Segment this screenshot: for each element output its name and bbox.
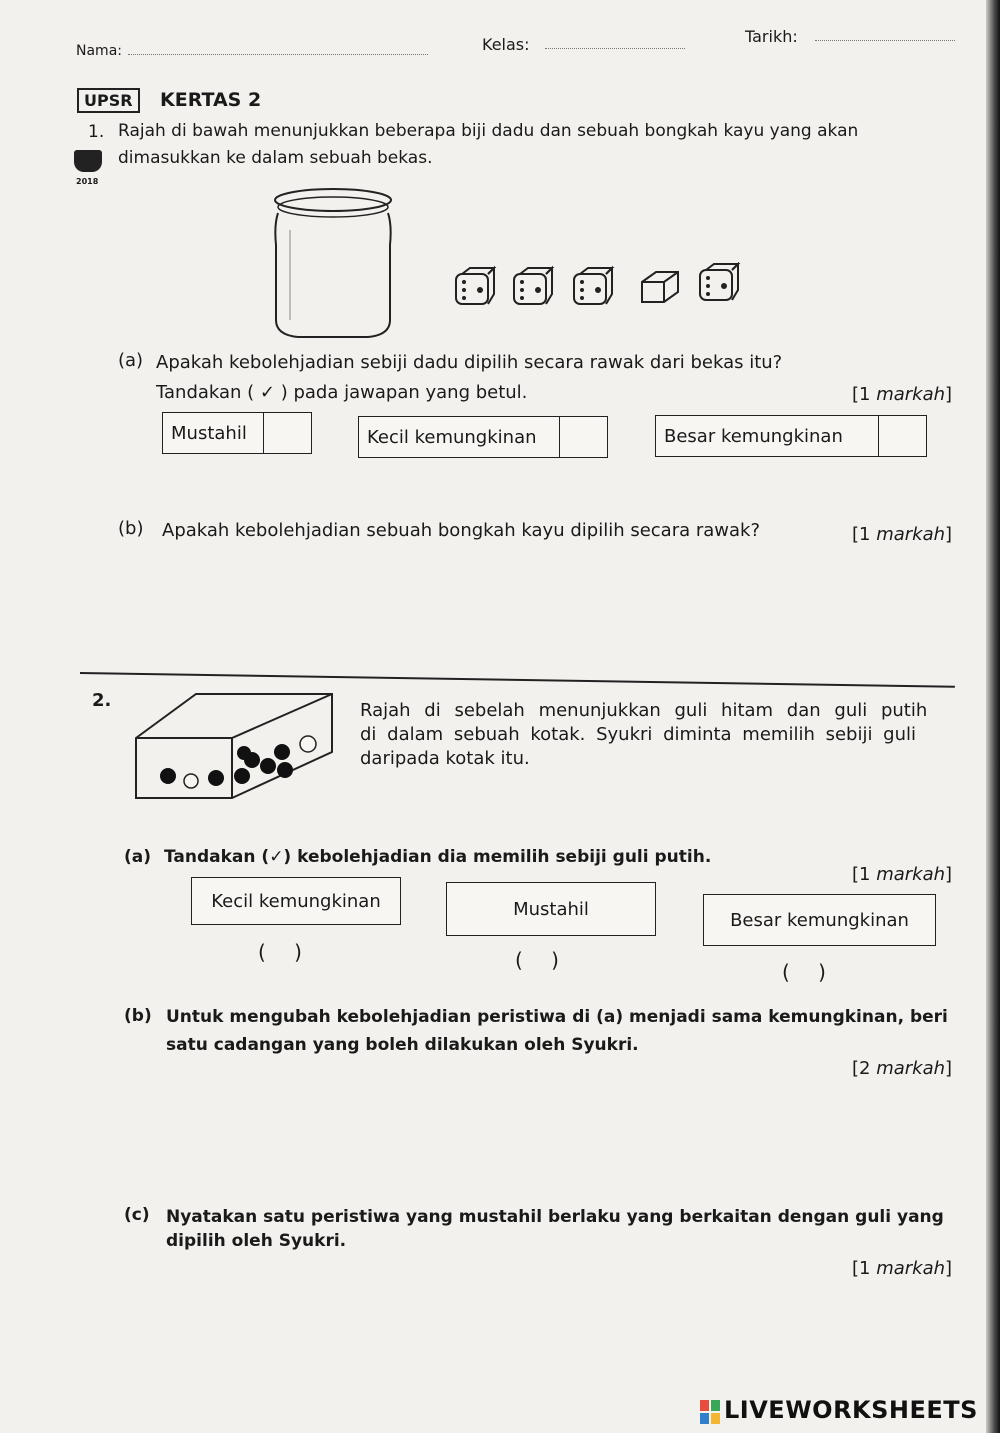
wood-block-icon (642, 272, 678, 302)
q1-stem-line1: Rajah di bawah menunjukkan beberapa biji dadu dan sebuah bongkah kayu yang akan (118, 121, 859, 141)
q2-desc-line3: daripada kotak itu. (360, 748, 530, 769)
liveworksheets-logo-icon (700, 1400, 720, 1424)
q2a-option-besar[interactable]: Besar kemungkinan (703, 894, 936, 946)
q2c-marks: [1 markah] (852, 1258, 953, 1279)
q2b-answer-area[interactable] (160, 1085, 950, 1185)
dice-row (452, 262, 752, 312)
q2b-label: (b) (124, 1006, 152, 1026)
q2b-line2: satu cadangan yang boleh dilakukan oleh Syukri. (166, 1035, 639, 1055)
page-edge-shadow (986, 0, 1000, 1433)
white-marble (184, 774, 198, 788)
black-marble (237, 746, 251, 760)
black-marble (260, 758, 276, 774)
year-tag-icon (74, 150, 102, 172)
q1b-label: (b) (118, 518, 144, 539)
q1a-checkbox-2[interactable] (559, 417, 607, 457)
q2a-marks: [1 markah] (852, 864, 953, 885)
die-icon (574, 268, 612, 304)
die-icon (456, 268, 494, 304)
year-tag: 2018 (76, 177, 99, 186)
q1b-text: Apakah kebolehjadian sebuah bongkah kayu dipilih secara rawak? (162, 520, 761, 541)
q1a-option-kecil[interactable]: Kecil kemungkinan (358, 416, 608, 458)
q2b-line1: Untuk mengubah kebolehjadian peristiwa di (a) menjadi sama kemungkinan, beri (166, 1007, 948, 1027)
nama-label: Nama: (76, 43, 122, 59)
q1a-line2: Tandakan ( ✓ ) pada jawapan yang betul. (156, 382, 528, 403)
nama-field[interactable] (128, 54, 428, 55)
q1a-label: (a) (118, 350, 144, 371)
q1a-checkbox-1[interactable] (263, 413, 311, 453)
section-title: KERTAS 2 (160, 89, 262, 111)
q1a-option-mustahil[interactable]: Mustahil (162, 412, 312, 454)
tarikh-label: Tarikh: (745, 27, 798, 46)
q1b-marks: [1 markah] (852, 524, 953, 545)
die-icon (514, 268, 552, 304)
die-icon (700, 264, 738, 300)
jar-image (268, 185, 398, 345)
q2a-answer-3[interactable]: ( ) (782, 960, 826, 984)
footer-brand[interactable]: LIVEWORKSHEETS (724, 1396, 978, 1424)
kelas-label: Kelas: (482, 35, 530, 54)
q2c-line1: Nyatakan satu peristiwa yang mustahil berlaku yang berkaitan dengan guli yang (166, 1207, 944, 1227)
q1a-option-besar[interactable]: Besar kemungkinan (655, 415, 927, 457)
q1a-marks: [1 markah] (852, 384, 953, 405)
q2c-line2: dipilih oleh Syukri. (166, 1231, 347, 1251)
black-marble (208, 770, 224, 786)
q2a-option-kecil[interactable]: Kecil kemungkinan (191, 877, 401, 925)
q1a-line1: Apakah kebolehjadian sebiji dadu dipilih secara rawak dari bekas itu? (156, 352, 783, 373)
q2c-answer-area[interactable] (160, 1285, 950, 1375)
q2c-label: (c) (124, 1205, 150, 1225)
q1a-checkbox-3[interactable] (878, 416, 926, 456)
tarikh-field[interactable] (815, 40, 955, 41)
q2a-option-mustahil[interactable]: Mustahil (446, 882, 656, 936)
q2a-text: Tandakan (✓) kebolehjadian dia memilih sebiji guli putih. (164, 847, 712, 867)
q2a-label: (a) (124, 847, 152, 867)
q1-stem-line2: dimasukkan ke dalam sebuah bekas. (118, 148, 433, 168)
q2b-marks: [2 markah] (852, 1058, 953, 1079)
black-marble (234, 768, 250, 784)
q1b-answer-area[interactable] (160, 560, 950, 650)
upsr-badge: UPSR (77, 88, 140, 113)
q2a-answer-1[interactable]: ( ) (258, 940, 302, 964)
q2-desc-line2: di dalam sebuah kotak. Syukri diminta memilih sebiji guli (360, 724, 917, 745)
black-marble (274, 744, 290, 760)
black-marble (160, 768, 176, 784)
white-marble (300, 736, 316, 752)
kelas-field[interactable] (545, 48, 685, 49)
q1-number: 1. (88, 122, 105, 142)
q2-desc-line1: Rajah di sebelah menunjukkan guli hitam dan guli putih (360, 700, 928, 721)
marble-box-image (132, 690, 372, 805)
black-marble (277, 762, 293, 778)
q2-number: 2. (92, 690, 112, 711)
section-divider (80, 672, 955, 688)
q2a-answer-2[interactable]: ( ) (515, 948, 559, 972)
